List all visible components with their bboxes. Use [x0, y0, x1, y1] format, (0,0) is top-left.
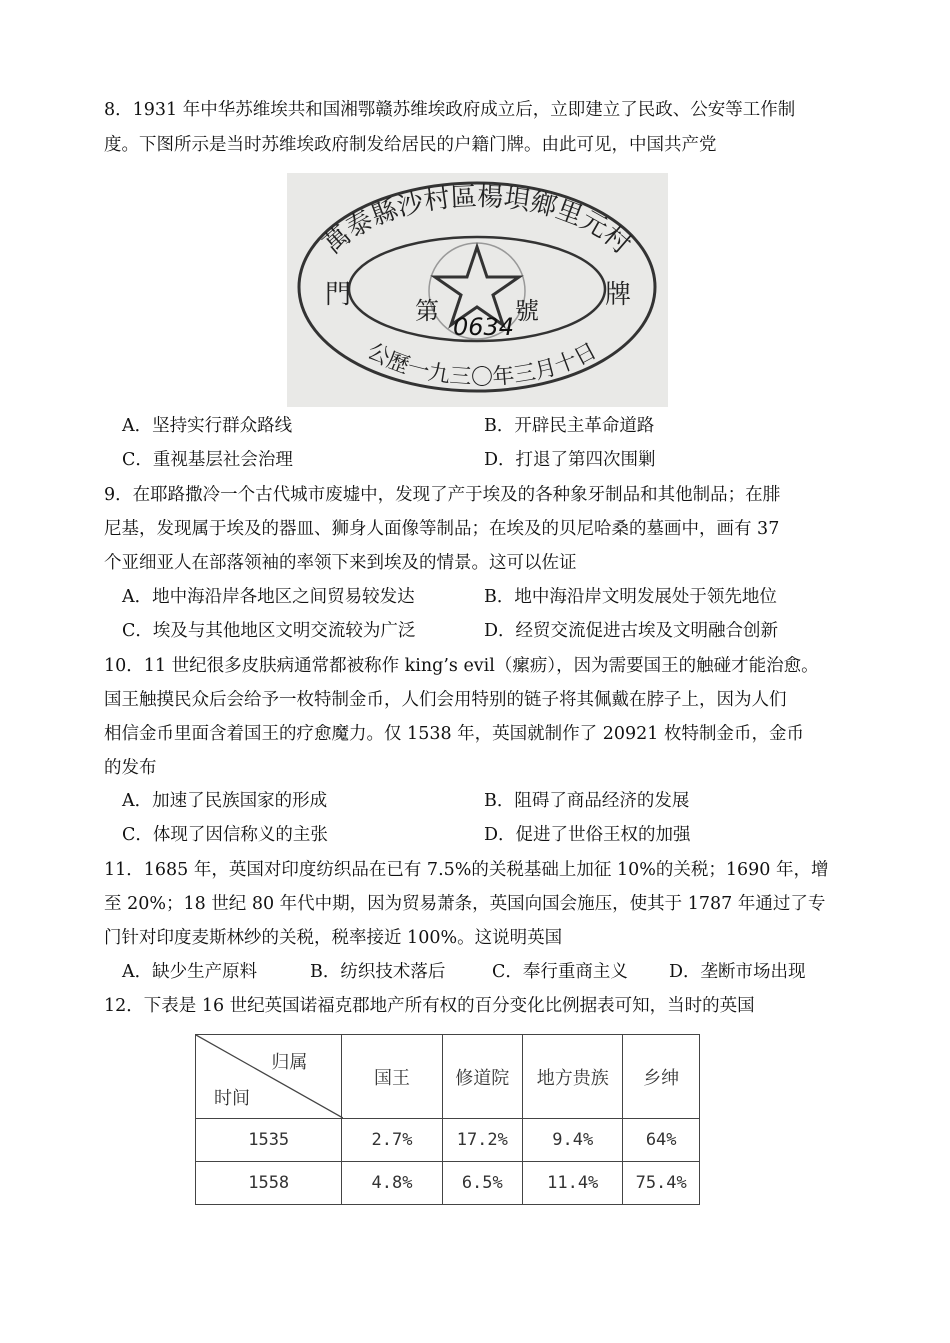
table-cell: 9.4% [523, 1119, 623, 1162]
table-header-row [196, 1035, 700, 1119]
q10-option-a[interactable]: A．加速了民族国家的形成 [122, 791, 328, 811]
table-cell: 64% [623, 1119, 700, 1162]
corner-bottom-label: 时间 [214, 1088, 250, 1109]
household-doorplate-image [287, 173, 668, 407]
q10-text-line-4: 的发布 [104, 758, 157, 778]
year-cell: 1535 [196, 1119, 342, 1162]
q11-text-line-1: 11．1685 年，英国对印度纺织品在已有 7.5%的关税基础上加征 10%的关税；1690 年，增 [104, 860, 829, 880]
q8-option-d[interactable]: D．打退了第四次围剿 [484, 450, 656, 470]
q11-option-b[interactable]: B．纺织技术落后 [310, 962, 446, 982]
q9-option-a[interactable]: A．地中海沿岸各地区之间贸易较发达 [122, 587, 415, 607]
q8-option-c[interactable]: C．重视基层社会治理 [122, 450, 293, 470]
q9-text-line-3: 个亚细亚人在部落领袖的率领下来到埃及的情景。这可以佐证 [104, 553, 577, 573]
q10-text-line-1: 10．11 世纪很多皮肤病通常都被称作 king’s evil（瘰疬），因为需要国王的触碰才能治愈。 [104, 656, 819, 676]
year-cell: 1558 [196, 1162, 342, 1205]
table-cell: 75.4% [623, 1162, 700, 1205]
q10-option-b[interactable]: B．阻碍了商品经济的发展 [484, 791, 690, 811]
q11-text-line-3: 门针对印度麦斯林纱的关税，税率接近 100%。这说明英国 [104, 928, 563, 948]
q9-option-d[interactable]: D．经贸交流促进古埃及文明融合创新 [484, 621, 779, 641]
table-row [196, 1119, 700, 1162]
q10-option-c[interactable]: C．体现了因信称义的主张 [122, 825, 328, 845]
table-cell: 4.8% [342, 1162, 442, 1205]
column-header: 国王 [342, 1035, 442, 1119]
q9-option-c[interactable]: C．埃及与其他地区文明交流较为广泛 [122, 621, 416, 641]
q9-text-line-1: 9．在耶路撒冷一个古代城市废墟中，发现了产于埃及的各种象牙制品和其他制品；在腓 [104, 485, 781, 505]
q8-text-line-1: 8．1931 年中华苏维埃共和国湘鄂赣苏维埃政府成立后，立即建立了民政、公安等工作制 [104, 100, 796, 120]
q11-option-a[interactable]: A．缺少生产原料 [122, 962, 258, 982]
corner-top-label: 归属 [271, 1052, 308, 1073]
q9-text-line-2: 尼基，发现属于埃及的器皿、狮身人面像等制品；在埃及的贝尼哈桑的墓画中，画有 37 [104, 519, 780, 539]
q10-text-line-3: 相信金币里面含着国王的疗愈魔力。仅 1538 年，英国就制作了 20921 枚特制金币，金币 [104, 724, 804, 744]
column-header: 地方贵族 [523, 1035, 623, 1119]
q11-option-c[interactable]: C．奉行重商主义 [492, 962, 628, 982]
stamp-right-char: 牌 [605, 280, 632, 310]
column-header: 修道院 [442, 1035, 523, 1119]
stamp-number: 0634 [453, 313, 515, 341]
table-cell: 11.4% [523, 1162, 623, 1205]
q8-text-line-2: 度。下图所示是当时苏维埃政府制发给居民的户籍门牌。由此可见，中国共产党 [104, 135, 717, 155]
table-row [196, 1162, 700, 1205]
q10-option-d[interactable]: D．促进了世俗王权的加强 [484, 825, 691, 845]
q8-option-b[interactable]: B．开辟民主革命道路 [484, 416, 655, 436]
table-cell: 2.7% [342, 1119, 442, 1162]
column-header: 乡绅 [623, 1035, 700, 1119]
q10-text-line-2: 国王触摸民众后会给予一枚特制金币，人们会用特别的链子将其佩戴在脖子上，因为人们 [104, 690, 787, 710]
q11-option-d[interactable]: D．垄断市场出现 [669, 962, 806, 982]
stamp-number-suffix: 號 [515, 297, 539, 325]
q11-text-line-2: 至 20%；18 世纪 80 年代中期，因为贸易萧条，英国向国会施压，使其于 1787 年通过了专 [104, 894, 826, 914]
q12-text-line-1: 12．下表是 16 世纪英国诺福克郡地产所有权的百分变化比例据表可知，当时的英国 [104, 996, 755, 1016]
table-corner-cell [196, 1035, 342, 1119]
stamp-bottom-text: 公歷一九三〇年三月十日 [362, 338, 602, 391]
land-ownership-table [195, 1034, 700, 1205]
stamp-left-char: 門 [325, 280, 352, 310]
table-cell: 17.2% [442, 1119, 523, 1162]
stamp-top-text: 萬泰縣沙村區楊垻鄉里元村 [317, 182, 637, 261]
table-cell: 6.5% [442, 1162, 523, 1205]
q8-option-a[interactable]: A．坚持实行群众路线 [122, 416, 293, 436]
stamp-middle-char: 第 [415, 297, 439, 325]
q9-option-b[interactable]: B．地中海沿岸文明发展处于领先地位 [484, 587, 777, 607]
